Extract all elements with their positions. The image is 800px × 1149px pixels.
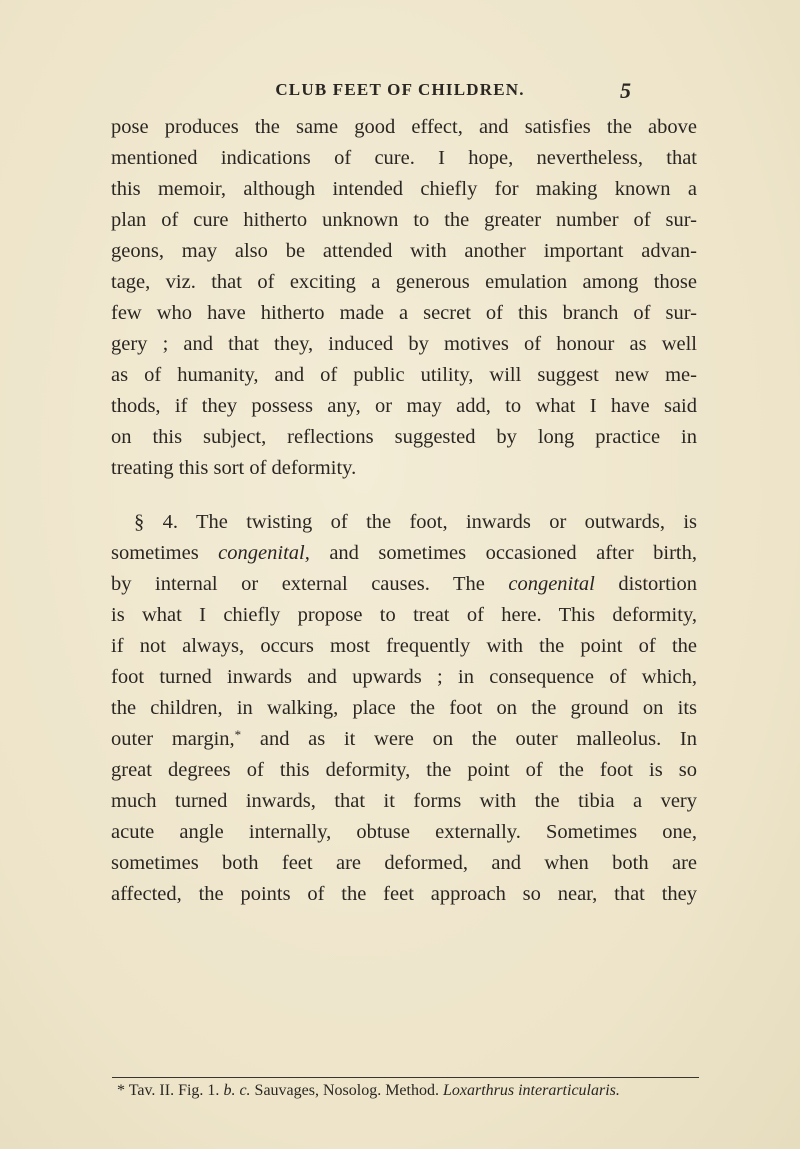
footnote-reference[interactable]: *	[234, 727, 242, 742]
italic-term: congenital,	[218, 542, 310, 564]
text-line: thods, if they possess any, or may add, to what I have said	[111, 395, 697, 417]
paragraph-1	[111, 112, 697, 484]
text-line: plan of cure hitherto unknown to the greater number of sur-	[111, 209, 697, 231]
text-line: as of humanity, and of public utility, will suggest new me-	[111, 364, 697, 386]
page-number: 5	[620, 78, 631, 103]
text-line	[111, 569, 697, 600]
text-line: foot turned inwards and upwards ; in consequence of which,	[111, 666, 697, 688]
text-line: much turned inwards, that it forms with the tibia a very	[111, 790, 697, 812]
text-line: sometimes both feet are deformed, and when both are	[111, 852, 697, 874]
footnote-marker: *	[117, 1082, 125, 1099]
text-run: by internal or external causes. The	[111, 573, 509, 595]
paragraph-gap	[111, 484, 697, 507]
text-line: is what I chiefly propose to treat of here. This deformity,	[111, 604, 697, 626]
italic-term: congenital	[508, 573, 595, 595]
text-line: tage, viz. that of exciting a generous emulation among those	[111, 271, 697, 293]
text-line: great degrees of this deformity, the point of the foot is so	[111, 759, 697, 781]
text-run: distortion	[594, 573, 697, 595]
text-line: this memoir, although intended chiefly for making known a	[111, 178, 697, 200]
text-line: gery ; and that they, induced by motives of honour as well	[111, 333, 697, 355]
footnote-italic-term: Loxarthrus interarticularis.	[442, 1082, 620, 1099]
text-line: acute angle internally, obtuse externally. Sometimes one,	[111, 821, 697, 843]
text-run: and as it were on the outer malleolus. In	[241, 728, 697, 750]
text-run: outer margin,	[111, 728, 235, 750]
text-line	[111, 538, 697, 569]
text-line: on this subject, reflections suggested by long practice in	[111, 426, 697, 448]
text-line: affected, the points of the feet approach so near, that they	[111, 883, 697, 905]
text-run: and sometimes occasioned after birth,	[309, 542, 697, 564]
page-header	[0, 78, 800, 108]
text-line: geons, may also be attended with another important advan-	[111, 240, 697, 262]
text-line: if not always, occurs most frequently with the point of the	[111, 635, 697, 657]
text-line: the children, in walking, place the foot on the ground on its	[111, 697, 697, 719]
footnote-divider	[112, 1077, 699, 1078]
text-line: pose produces the same good effect, and satisfies the above	[111, 116, 697, 138]
text-line	[111, 724, 697, 755]
text-line: few who have hitherto made a secret of this branch of sur-	[111, 302, 697, 324]
body-text	[111, 112, 697, 910]
text-line: § 4. The twisting of the foot, inwards or outwards, is	[134, 511, 697, 533]
footnote	[117, 1082, 707, 1100]
text-line: mentioned indications of cure. I hope, nevertheless, that	[111, 147, 697, 169]
footnote-text: Sauvages, Nosolog. Method.	[250, 1082, 443, 1099]
running-title: CLUB FEET OF CHILDREN.	[275, 80, 525, 99]
text-run: sometimes	[111, 542, 219, 564]
text-line: treating this sort of deformity.	[111, 457, 357, 479]
paragraph-2	[111, 507, 697, 910]
footnote-italic-letters: b. c.	[223, 1082, 251, 1099]
footnote-text: Tav. II. Fig. 1.	[125, 1082, 224, 1099]
